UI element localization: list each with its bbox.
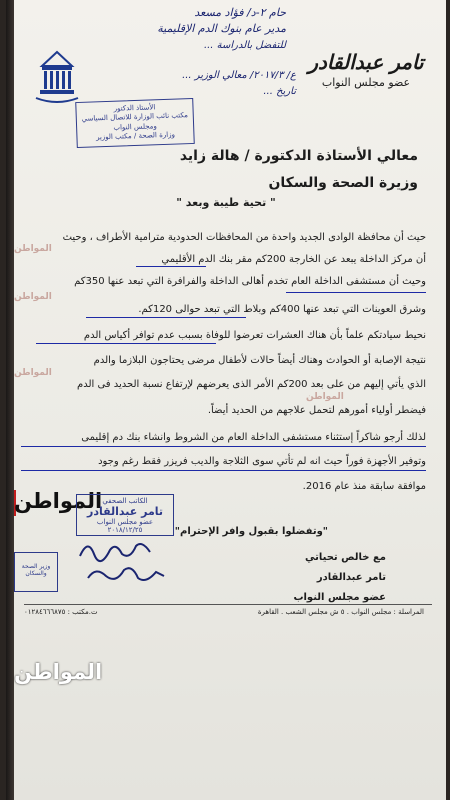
letter-page [6, 0, 446, 800]
stamp-mid-date: ٢٠١٨/١٢/٢٥ [107, 526, 143, 534]
stamp-mid-line-1: الكاتب الصحفي [102, 497, 148, 505]
addressee-line: معالي الأستاذة الدكتورة / هالة زايد [179, 148, 418, 164]
body-line: وشرق العوينات التي تبعد عنها 400كم وبلاط التي تبعد حوالى 120كم. [138, 304, 426, 315]
watermark: المواطن [14, 368, 52, 378]
signature-title: عضو مجلس النواب [293, 592, 386, 603]
watermark: المواطن [14, 244, 52, 254]
footer-divider [24, 604, 432, 605]
pen-underline [286, 292, 426, 293]
body-line: حيث أن محافظة الوادى الجديد واحدة من المحافظات الحدودية مترامية الأطراف ، وحيث [62, 232, 426, 243]
pen-underline [36, 343, 216, 344]
site-logo-bottom: المواطن [14, 660, 103, 684]
pen-underline [86, 317, 246, 318]
signature-block [293, 548, 386, 608]
body-line: وتوفير الأجهزة فوراً حيث انه لم تأتي سوى الثلاجة والديب فريزر فقط رغم وجود [98, 456, 426, 467]
closing-line: "وتفضلوا بقبول وافر الإحترام" [174, 526, 328, 537]
body-line: فيضطر أولياء أمورهم لتحمل علاجهم من الحديد أيضاً. [207, 405, 426, 416]
stamp-line-2: مكتب نائب الوزارة للاتصال السياسي [81, 111, 189, 124]
greeting-line: " تحية طيبة وبعد " [176, 196, 276, 209]
signature-stamp [76, 494, 174, 536]
parliament-emblem-icon [34, 48, 80, 106]
footer-address: المراسلة : مجلس النواب . ٥ ش مجلس الشعب . القاهرة [257, 608, 424, 616]
watermark: المواطن [14, 292, 52, 302]
signature-name: تامر عبدالقادر [316, 572, 386, 583]
site-logo-text: المواطن [14, 489, 103, 513]
body-line: الذي يأتي إليهم من على بعد 200كم الأمر الذى يعرضهم لإرتفاع نسبة الحديد فى الدم [77, 379, 426, 390]
pen-underline [21, 446, 426, 447]
site-logo [6, 484, 103, 526]
handwritten-signature-icon [86, 562, 166, 586]
stamp-mid-line-2: تامر عبدالقادر [86, 505, 164, 518]
stamp-line-4: وزارة الصحة / مكتب الوزير [95, 130, 176, 142]
letterhead-name: تامر عبدالقادر [308, 50, 424, 74]
signature-regards: مع خالص تحياتي [304, 552, 386, 563]
stamp-line-3: ومجلس النواب [113, 122, 157, 132]
pen-underline [21, 470, 426, 471]
footer-phone: ت.مكتب : ٠١٢٨٤٦٦٦٨٧٥ [24, 608, 98, 616]
stamp-line-1: الأستاذ الدكتور [113, 103, 156, 113]
letterhead-name-block [306, 50, 426, 89]
watermark: المواطن [306, 392, 344, 402]
body-line: موافقة سابقة منذ عام 2016. [302, 481, 426, 492]
handwritten-note-2: مدير عام بنوك الدم الإقليمية [157, 22, 286, 35]
page-edge [6, 0, 14, 800]
office-stamp [75, 98, 195, 148]
stamp-mid-line-3: عضو مجلس النواب [96, 518, 154, 526]
body-line: لذلك أرجو شاكراً إستثناء مستشفى الداخلة العام من الشروط وانشاء بنك دم إقليمى [81, 432, 426, 443]
body-line: وحيث أن مستشفى الداخلة العام تخدم أهالى الداخلة والفرافرة التي تبعد عنها 350كم [74, 276, 426, 287]
handwritten-note-3: للتفضل بالدراسة ... [203, 40, 286, 51]
handwritten-note-5: تاريخ ... [263, 86, 296, 97]
pen-underline [136, 266, 206, 267]
letterhead-title: عضو مجلس النواب [321, 76, 411, 89]
handwritten-note-1: حام ٢-د/ فؤاد مسعد [194, 6, 286, 19]
body-line: أن مركز الداخلة يبعد عن الخارجة 200كم مقر بنك الدم الأقليمي [161, 254, 426, 265]
body-line: نحيط سيادتكم علماً بأن هناك العشرات تعرضوا للوفاة بسبب عدم توافر أكياس الدم [83, 330, 426, 341]
ministry-line: وزيرة الصحة والسكان [268, 175, 418, 191]
body-line: نتيجة الإصابة أو الحوادث وهناك أيضاً حالات لأطفال مرضى يحتاجون البلازما والدم [93, 355, 426, 366]
small-stamp: وزير الصحة والسكان [14, 552, 58, 592]
handwritten-signature-icon [76, 536, 156, 564]
handwritten-note-4: ع/ ٢٠١٧/٣/ معالي الوزير ... [182, 70, 296, 81]
